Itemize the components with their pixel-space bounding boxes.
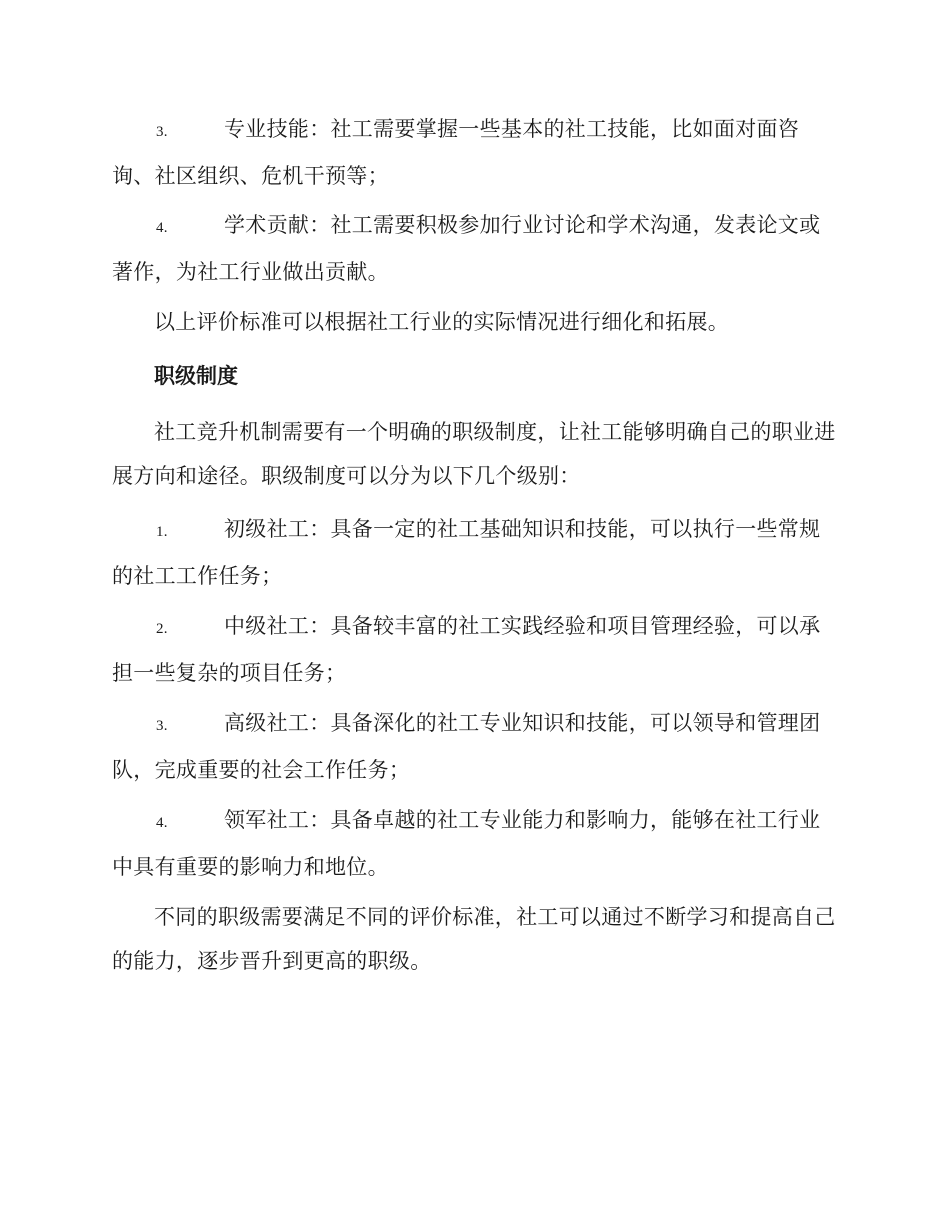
section-heading: 职级制度 — [154, 363, 238, 388]
list-item — [112, 798, 836, 889]
list-number: 4. — [156, 220, 168, 236]
conclusion-paragraph: 不同的职级需要满足不同的评价标准，社工可以通过不断学习和提高自己的能力，逐步晋升到更高的职级。 — [112, 905, 836, 973]
list-item-text: 高级社工：具备深化的社工专业知识和技能，可以领导和管理团队，完成重要的社会工作任务； — [112, 711, 821, 782]
paragraph: 以上评价标准可以根据社工行业的实际情况进行细化和拓展。 — [154, 310, 730, 334]
list-item-text: 初级社工：具备一定的社工基础知识和技能，可以执行一些常规的社工工作任务； — [112, 517, 821, 588]
list-item — [112, 507, 836, 598]
list-item-text: 学术贡献：社工需要积极参加行业讨论和学术沟通，发表论文或著作，为社工行业做出贡献。 — [112, 213, 821, 284]
list-item — [112, 701, 836, 792]
list-item — [112, 604, 836, 695]
list-number: 3. — [156, 718, 168, 734]
list-number: 4. — [156, 815, 168, 831]
intro-paragraph: 社工竞升机制需要有一个明确的职级制度，让社工能够明确自己的职业进展方向和途径。职级制度可以分为以下几个级别： — [112, 420, 836, 488]
list-item-text: 专业技能：社工需要掌握一些基本的社工技能，比如面对面咨询、社区组织、危机干预等； — [112, 117, 800, 188]
list-item-text: 领军社工：具备卓越的社工专业能力和影响力，能够在社工行业中具有重要的影响力和地位。 — [112, 808, 821, 879]
list-item — [112, 203, 836, 294]
list-item — [112, 107, 836, 198]
list-item-text: 中级社工：具备较丰富的社工实践经验和项目管理经验，可以承担一些复杂的项目任务； — [112, 614, 821, 685]
list-number: 3. — [156, 124, 168, 140]
list-number: 2. — [156, 621, 168, 637]
list-number: 1. — [156, 524, 168, 540]
